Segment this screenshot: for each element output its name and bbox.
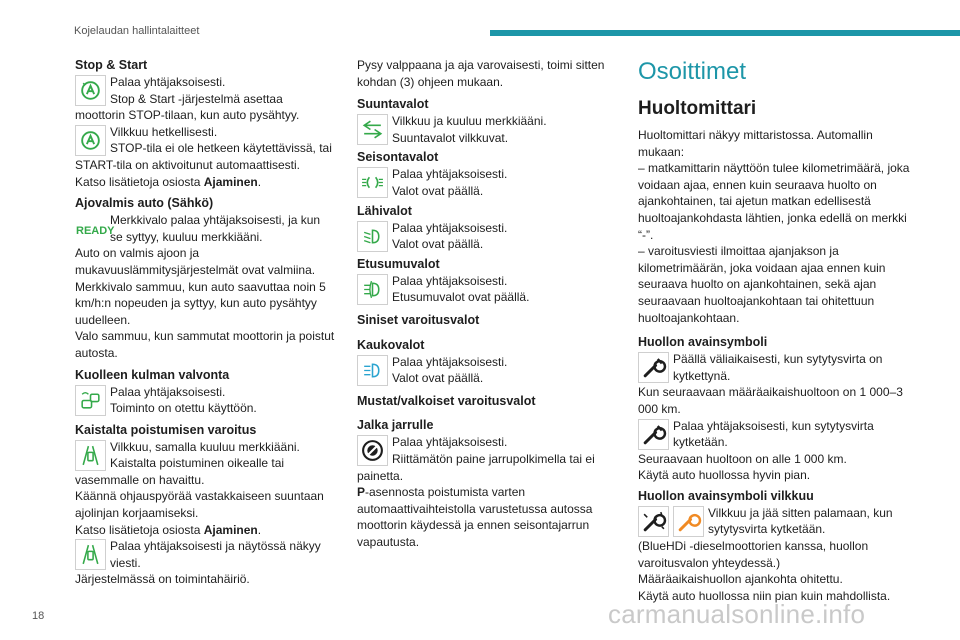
main-beam-line1: Palaa yhtäjaksoisesti.	[392, 354, 508, 369]
bw-lights-heading: Mustat/valkoiset varoitusvalot	[357, 393, 536, 408]
column-1	[75, 57, 345, 591]
dipped-title: Lähivalot	[357, 203, 412, 218]
stop-start-icon	[75, 75, 106, 106]
stop-start-b1: Vilkkuu hetkellisesti.	[110, 124, 218, 139]
header-accent-bar	[490, 30, 960, 36]
spanner-a-after: Kun seuraavaan määräaikaishuoltoon on 1 000–3 000 km.	[638, 385, 903, 416]
lane-fault-icon	[75, 539, 106, 570]
service-bullet-1: – matkamittarin näyttöön tulee kilometrimäärä, joka voidaan ajaa, ennen kuin seuraava huolto on ajankohtainen, tai ajetun matkan edellisestä huoltoajankohdasta lähtien, jonka edellä on merkki “-”.	[638, 161, 910, 242]
stop-start-block	[75, 57, 345, 190]
lane-b-after: Järjestelmässä on toimintahäiriö.	[75, 572, 250, 587]
blind-spot-block	[75, 367, 345, 417]
dipped-line1: Palaa yhtäjaksoisesti.	[392, 220, 508, 235]
stop-start-b2: STOP-tila ei ole hetkeen käytettävissä, tai	[110, 141, 332, 156]
stop-start-a1: Palaa yhtäjaksoisesti.	[110, 75, 226, 89]
main-beam-title: Kaukovalot	[357, 337, 425, 352]
turn-signal-icon	[357, 114, 388, 145]
driving-link-2: Ajaminen	[203, 522, 258, 537]
side-block	[357, 149, 612, 199]
driving-link: Ajaminen	[203, 174, 258, 189]
watermark: carmanualsonline.info	[608, 599, 866, 629]
spanner-flash-after3: Käytä auto huollossa niin pian kuin mahdollista.	[638, 588, 891, 603]
section-title: Osoittimet	[638, 58, 747, 85]
lane-block	[75, 422, 345, 588]
lane-b1: Palaa yhtäjaksoisesti ja näytössä näkyy	[110, 539, 321, 554]
spanner-b-after2: Käytä auto huollossa hyvin pian.	[638, 468, 811, 483]
spanner-a1: Päällä väliaikaisesti, kun sytytysvirta on	[673, 352, 883, 367]
column-3	[638, 57, 918, 607]
lane-a2: Kaistalta poistuminen oikealle tai	[110, 456, 285, 471]
main-beam-block	[357, 337, 612, 387]
brake-line2: Riittämätön paine jarrupolkimella tai ei	[392, 451, 595, 466]
lane-title: Kaistalta poistumisen varoitus	[75, 422, 257, 437]
turn-line1: Vilkkuu ja kuuluu merkkiääni.	[392, 114, 547, 129]
stop-start-a2: Stop & Start -järjestelmä asettaa	[110, 91, 283, 106]
main-beam-icon	[357, 355, 388, 386]
svg-text:READY: READY	[75, 224, 115, 237]
spanner-flash-block	[638, 488, 918, 605]
ready-after: Auto on valmis ajoon ja mukavuuslämmitysjärjestelmät ovat valmiina. Merkkivalo sammuu, kun auto saavuttaa noin 5 km/h:n nopeuden ja syttyy, kun auto pysähtyy uudelleen.	[75, 246, 326, 327]
brake-after2: P-asennosta poistumista varten automaattivaihteistolla varustetussa autossa moottorin käydessä ja ennen seisontajarrun vapautusta.	[357, 485, 593, 549]
lane-a1: Vilkkuu, samalla kuuluu merkkiääni.	[110, 439, 300, 454]
stop-start-title: Stop & Start	[75, 58, 148, 72]
dipped-block	[357, 203, 612, 253]
spanner-b-after1: Seuraavaan huoltoon on alle 1 000 km.	[638, 451, 847, 466]
blind-spot-line1: Palaa yhtäjaksoisesti.	[110, 384, 226, 399]
lane-b2: viesti.	[110, 555, 141, 570]
col2-intro: Pysy valppaana ja aja varovaisesti, toimi sitten kohdan (3) ohjeen mukaan.	[357, 58, 605, 89]
spanner-flash-icon	[638, 506, 669, 537]
ready-line1: Merkkivalo palaa yhtäjaksoisesti, ja kun	[110, 213, 321, 228]
blind-spot-line2: Toiminto on otettu käyttöön.	[110, 401, 257, 416]
spanner-icon-2	[638, 419, 669, 450]
spanner-icon	[638, 352, 669, 383]
service-heading: Huoltomittari	[638, 98, 757, 119]
brake-title: Jalka jarrulle	[357, 418, 434, 433]
side-title: Seisontavalot	[357, 150, 439, 165]
brake-block	[357, 417, 612, 550]
ready-line2: se syttyy, kuuluu merkkiääni.	[110, 229, 263, 244]
spanner-orange-icon	[673, 506, 704, 537]
front-fog-icon	[357, 274, 388, 305]
spanner-block	[638, 334, 918, 484]
turn-block	[357, 96, 612, 146]
ready-title: Ajovalmis auto (Sähkö)	[75, 196, 214, 211]
turn-title: Suuntavalot	[357, 97, 429, 112]
main-beam-line2: Valot ovat päällä.	[392, 371, 484, 386]
spanner-flash-after1: (BlueHDi -dieselmoottorien kanssa, huollon varoitusvalon yhteydessä.)	[638, 539, 869, 570]
brake-after1: painetta.	[357, 468, 404, 483]
spanner-flash-line2: sytytysvirta kytketään.	[708, 522, 826, 537]
side-line2: Valot ovat päällä.	[392, 183, 484, 198]
lane-a-after1: vasemmalle on havaittu.	[75, 472, 205, 487]
spanner-title: Huollon avainsymboli	[638, 335, 768, 350]
ready-icon	[75, 213, 115, 244]
brake-line1: Palaa yhtäjaksoisesti.	[392, 435, 508, 450]
turn-line2: Suuntavalot vilkkuvat.	[392, 130, 509, 145]
ready-block	[75, 195, 345, 361]
fog-title: Etusumuvalot	[357, 256, 440, 271]
spanner-b2: kytketään.	[673, 435, 728, 450]
side-lights-icon	[357, 167, 388, 198]
column-2	[357, 57, 612, 553]
foot-brake-icon	[357, 435, 388, 466]
stop-start-b-after1: START-tila on aktivoitunut automaattisesti.	[75, 157, 300, 172]
lane-a-after2: Käännä ohjauspyörää vastakkaiseen suuntaan ajolinjan korjaamiseksi.	[75, 489, 324, 521]
stop-start-flash-icon	[75, 125, 106, 156]
fog-line1: Palaa yhtäjaksoisesti.	[392, 273, 508, 288]
header-section-title: Kojelaudan hallintalaitteet	[74, 25, 200, 37]
dipped-line2: Valot ovat päällä.	[392, 237, 484, 252]
spanner-b1: Palaa yhtäjaksoisesti, kun sytytysvirta	[673, 418, 874, 433]
stop-start-b-after2: Katso lisätietoja osiosta Ajaminen.	[75, 174, 262, 189]
spanner-flash-line1: Vilkkuu ja jää sitten palamaan, kun	[708, 505, 893, 520]
side-line1: Palaa yhtäjaksoisesti.	[392, 167, 508, 182]
fog-line2: Etusumuvalot ovat päällä.	[392, 290, 530, 305]
ready-after2: Valo sammuu, kun sammutat moottorin ja poistut autosta.	[75, 329, 335, 360]
blind-spot-title: Kuolleen kulman valvonta	[75, 367, 230, 382]
dipped-beam-icon	[357, 221, 388, 252]
blind-spot-icon	[75, 385, 106, 416]
blue-lights-heading: Siniset varoitusvalot	[357, 312, 480, 327]
service-bullet-2: – varoitusviesti ilmoittaa ajanjakson ja kilometrimäärän, joka voidaan ajaa ennen kuin seuraava huolto on ajankohtainen, sekä ajan seuraavaan huoltoajankohtaan tai ohitettuun huoltoajankohtaan.	[638, 244, 886, 325]
fog-block	[357, 256, 612, 306]
lane-departure-icon	[75, 440, 106, 471]
spanner-flash-after2: Määräaikaishuollon ajankohta ohitettu.	[638, 572, 843, 587]
page-number: 18	[32, 610, 45, 622]
lane-a-after3: Katso lisätietoja osiosta Ajaminen.	[75, 522, 262, 537]
stop-start-a-after: moottorin STOP-tilaan, kun auto pysähtyy.	[75, 108, 300, 123]
spanner-a2: kytkettynä.	[673, 368, 731, 383]
spanner-flash-title: Huollon avainsymboli vilkkuu	[638, 488, 814, 503]
service-intro: Huoltomittari näkyy mittaristossa. Automallin mukaan:	[638, 128, 873, 159]
